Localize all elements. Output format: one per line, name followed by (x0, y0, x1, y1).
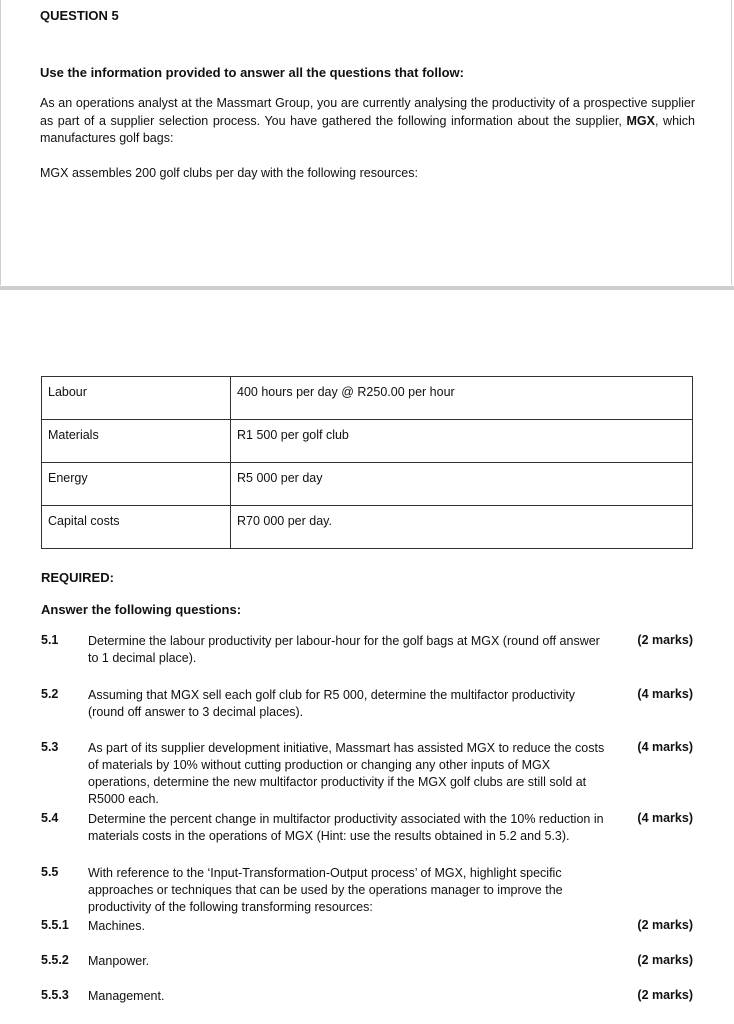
question-number: 5.1 (41, 633, 59, 647)
production-statement: MGX assembles 200 golf clubs per day with the following resources: (40, 166, 418, 180)
question-text: Management. (88, 989, 165, 1003)
page-divider (0, 286, 734, 290)
answer-heading: Answer the following questions: (41, 602, 242, 617)
intro-paragraph (40, 95, 695, 148)
question-marks: (2 marks) (637, 953, 693, 967)
resource-value: R1 500 per golf club (231, 420, 693, 463)
question-number: 5.3 (41, 740, 59, 754)
question-text: Manpower. (88, 954, 150, 968)
question-number: 5.2 (41, 687, 59, 701)
question-marks: (2 marks) (637, 633, 693, 647)
question-number: 5.5.1 (41, 918, 69, 932)
resource-name: Labour (42, 377, 231, 420)
table-row (42, 420, 693, 463)
question-number: 5.5.2 (41, 953, 69, 967)
question-text: Determine the percent change in multifactor productivity associated with the 10% reduction in materials costs in the operations of MGX (Hint: use the results obtained in 5.2 and 5.3). (88, 812, 604, 843)
intro-text: As an operations analyst at the Massmart Group, you are currently analysing the productivity of a prospective supplier as part of a supplier selection process. You have gathered the following information about the supplier, (40, 96, 695, 128)
question-text: As part of its supplier development initiative, Massmart has assisted MGX to reduce the costs of materials by 10% without cutting production or changing any other inputs of MGX operations, determine the new multifactor productivity if the MGX golf clubs are still sold at R5000 each. (88, 741, 605, 806)
question-text: Assuming that MGX sell each golf club for R5 000, determine the multifactor productivity (round off answer to 3 decimal places). (88, 688, 576, 719)
question-text: Determine the labour productivity per labour-hour for the golf bags at MGX (round off answer to 1 decimal place). (88, 634, 600, 665)
table-row (42, 463, 693, 506)
table-row (42, 506, 693, 549)
question-marks: (2 marks) (637, 988, 693, 1002)
resources-table (41, 376, 693, 549)
required-label: REQUIRED: (41, 570, 114, 585)
instruction-heading: Use the information provided to answer all the questions that follow: (40, 65, 464, 80)
question-marks: (2 marks) (637, 918, 693, 932)
question-number: 5.4 (41, 811, 59, 825)
question-text: Machines. (88, 919, 145, 933)
question-marks: (4 marks) (637, 811, 693, 825)
resource-value: R5 000 per day (231, 463, 693, 506)
intro-text-end: , which manufactures golf bags: (40, 113, 696, 145)
resource-name: Energy (42, 463, 231, 506)
question-number: 5.5.3 (41, 988, 69, 1002)
question-marks: (4 marks) (637, 687, 693, 701)
supplier-name: MGX (626, 113, 655, 128)
table-row (42, 377, 693, 420)
resource-name: Capital costs (42, 506, 231, 549)
resource-value: 400 hours per day @ R250.00 per hour (231, 377, 693, 420)
question-text: With reference to the ‘Input-Transformation-Output process’ of MGX, highlight specific approaches or techniques that can be used by the operations manager to improve the productivity of the following transforming resources: (88, 866, 563, 914)
question-number: 5.5 (41, 865, 59, 879)
resource-name: Materials (42, 420, 231, 463)
resource-value: R70 000 per day. (231, 506, 693, 549)
question-title: QUESTION 5 (40, 8, 119, 23)
question-marks: (4 marks) (637, 740, 693, 754)
